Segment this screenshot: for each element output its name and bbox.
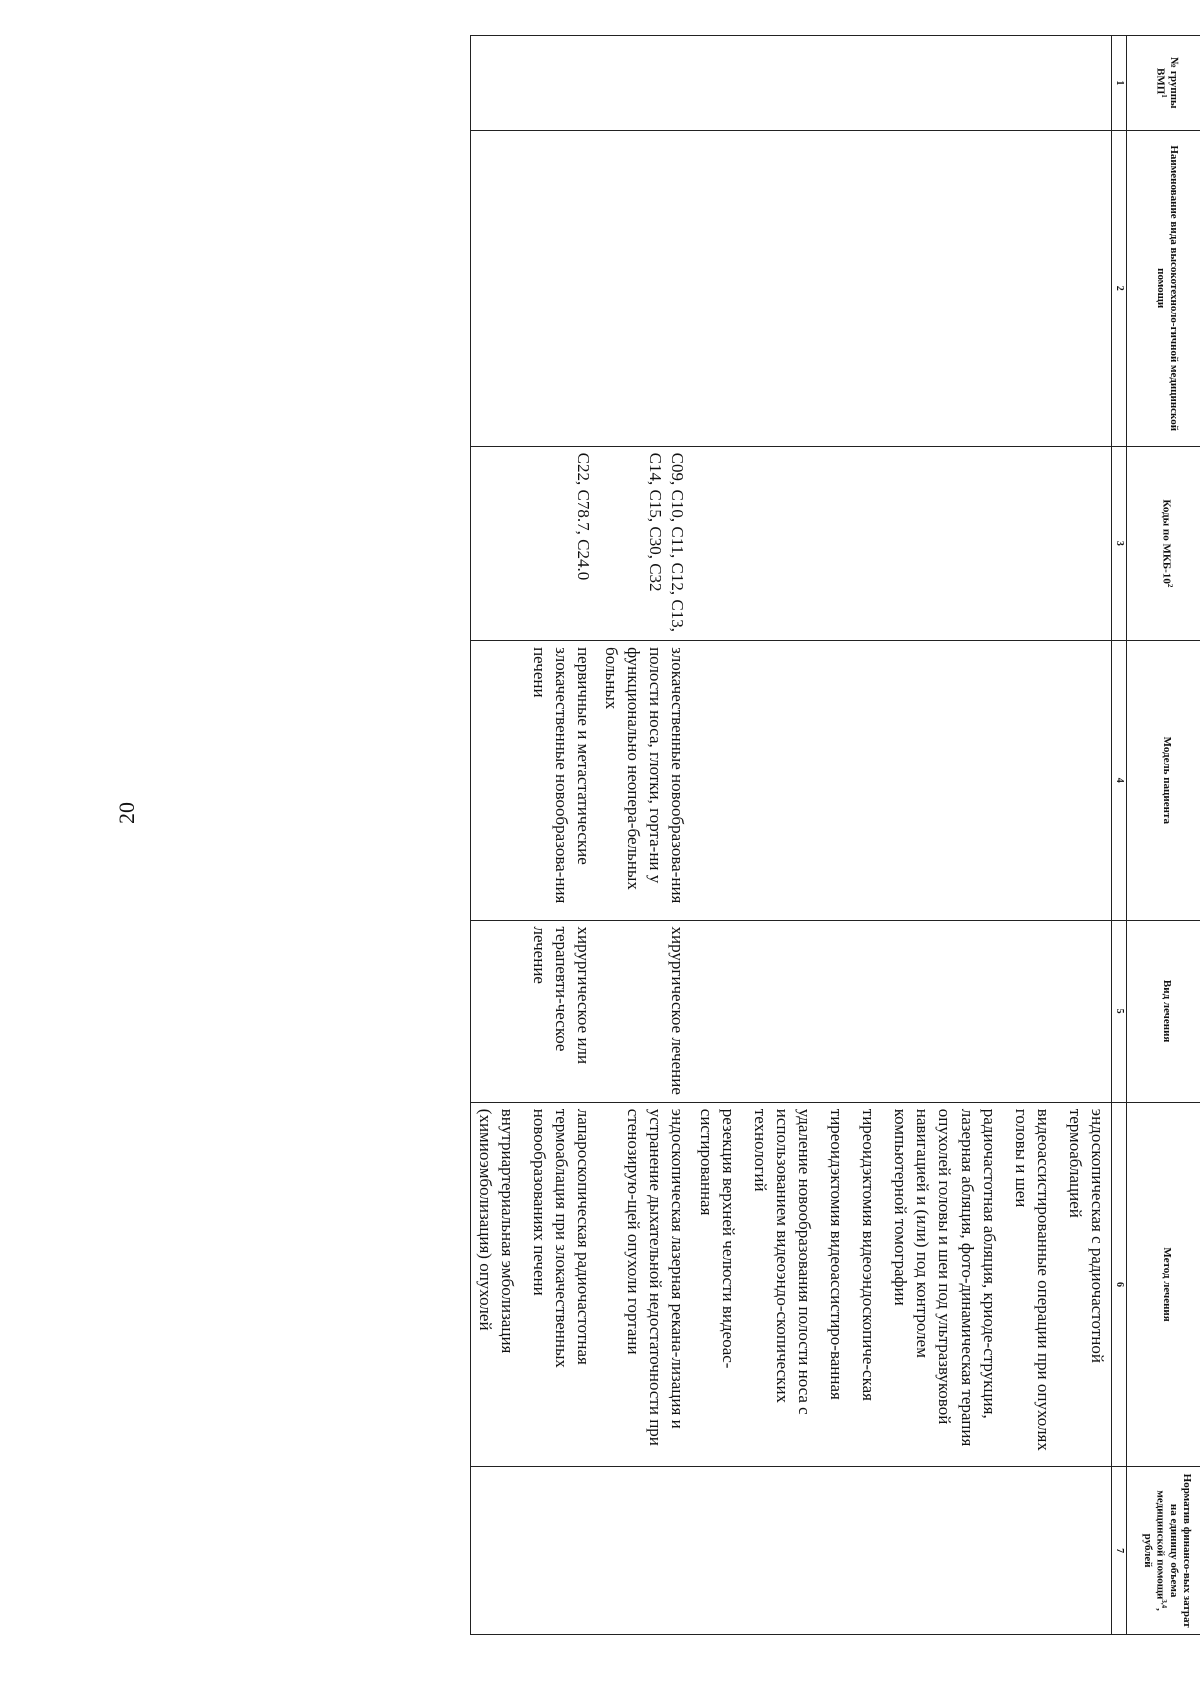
cell-kind: хирургическое лечение — [597, 920, 691, 1102]
cell-codes — [692, 446, 1112, 640]
cell-model: злокачественные новообразова-ния полости носа, глотки, горта-ни у функционально неопера-бельных больных — [597, 641, 691, 920]
cell-group — [692, 36, 1112, 131]
method-item: эндоскопическая лазерная рекана-лизация и устранение дыхательной недостаточности при стенозирую-щей опухоли гортани — [624, 1108, 688, 1446]
table-header — [1112, 36, 1200, 1635]
header-cost-norm: Норматив финансо-вых затрат на единицу объема медицинской помощи$^{3,4}$, рублей — [1127, 1467, 1200, 1635]
page-number: 20 — [114, 802, 139, 824]
cell-norm — [692, 1467, 1112, 1635]
method-item: видеоассистированные операции при опухолях головы и шеи — [1011, 1108, 1053, 1451]
header-treatment-method: Метод лечения — [1127, 1102, 1200, 1467]
method-item: тиреоидэктомия видеоассистиро-ванная — [827, 1108, 847, 1400]
column-number: 4 — [1112, 641, 1127, 920]
header-vmp-name: Наименование вида высокотехноло-гичной медицинской помощи — [1127, 130, 1200, 446]
table-row — [470, 36, 597, 1635]
column-numbers-row — [1112, 36, 1127, 1635]
cell-kind — [692, 920, 1112, 1102]
method-item: тиреоидэктомия видеоэндоскопиче-ская — [859, 1108, 879, 1401]
column-number: 6 — [1112, 1102, 1127, 1467]
table-body — [470, 36, 1111, 1635]
cell-model — [692, 641, 1112, 920]
column-number: 2 — [1112, 130, 1127, 446]
header-patient-model: Модель пациента — [1127, 641, 1200, 920]
header-group-number: № группы ВМП$^1$ — [1127, 36, 1200, 131]
column-number: 3 — [1112, 446, 1127, 640]
method-item: лапароскопическая радиочастотная термоаблация при злокачественных новообразованиях печени — [529, 1108, 594, 1368]
cell-name — [470, 130, 597, 446]
cell-group — [597, 36, 691, 131]
method-item: удаление новообразования полости носа с использованием видеоэндо-скопических технологий — [750, 1108, 814, 1415]
method-item: внутриартериальная эмболизация (химиоэмболизация) опухолей — [475, 1108, 517, 1354]
table-row — [597, 36, 691, 1635]
cell-methods — [470, 1102, 597, 1467]
method-item: радиочастотная абляция, криоде-струкция, лазерная абляция, фото-динамическая терапия опухолей головы и шеи под ультразвуковой навигацией и (или) под контролем компьютерной томографии — [891, 1108, 999, 1447]
column-number: 7 — [1112, 1467, 1127, 1635]
cell-name — [692, 130, 1112, 446]
cell-group — [470, 36, 597, 131]
cell-name — [597, 130, 691, 446]
cell-methods — [597, 1102, 691, 1467]
header-treatment-kind: Вид лечения — [1127, 920, 1200, 1102]
method-item: эндоскопическая с радиочастотной термоаблацией — [1065, 1108, 1107, 1363]
cell-codes: C09, C10, C11, C12, C13, C14, C15, C30, C32 — [597, 446, 691, 640]
column-number: 5 — [1112, 920, 1127, 1102]
cell-model: первичные и метастатические злокачественные новообразова-ния печени — [470, 641, 597, 920]
cell-methods — [692, 1102, 1112, 1467]
cell-norm — [597, 1467, 691, 1635]
vmp-table — [470, 35, 1200, 1635]
rotated-table-sheet — [148, 35, 1200, 1635]
table-row — [692, 36, 1112, 1635]
cell-kind: хирургическое или терапевти-ческое лечение — [470, 920, 597, 1102]
column-number: 1 — [1112, 36, 1127, 131]
cell-norm — [470, 1467, 597, 1635]
cell-codes: C22, C78.7, C24.0 — [470, 446, 597, 640]
method-item: резекция верхней челюсти видеоас-систированная — [696, 1108, 738, 1369]
header-icd-codes: Коды по МКБ-$10^2$ — [1127, 446, 1200, 640]
